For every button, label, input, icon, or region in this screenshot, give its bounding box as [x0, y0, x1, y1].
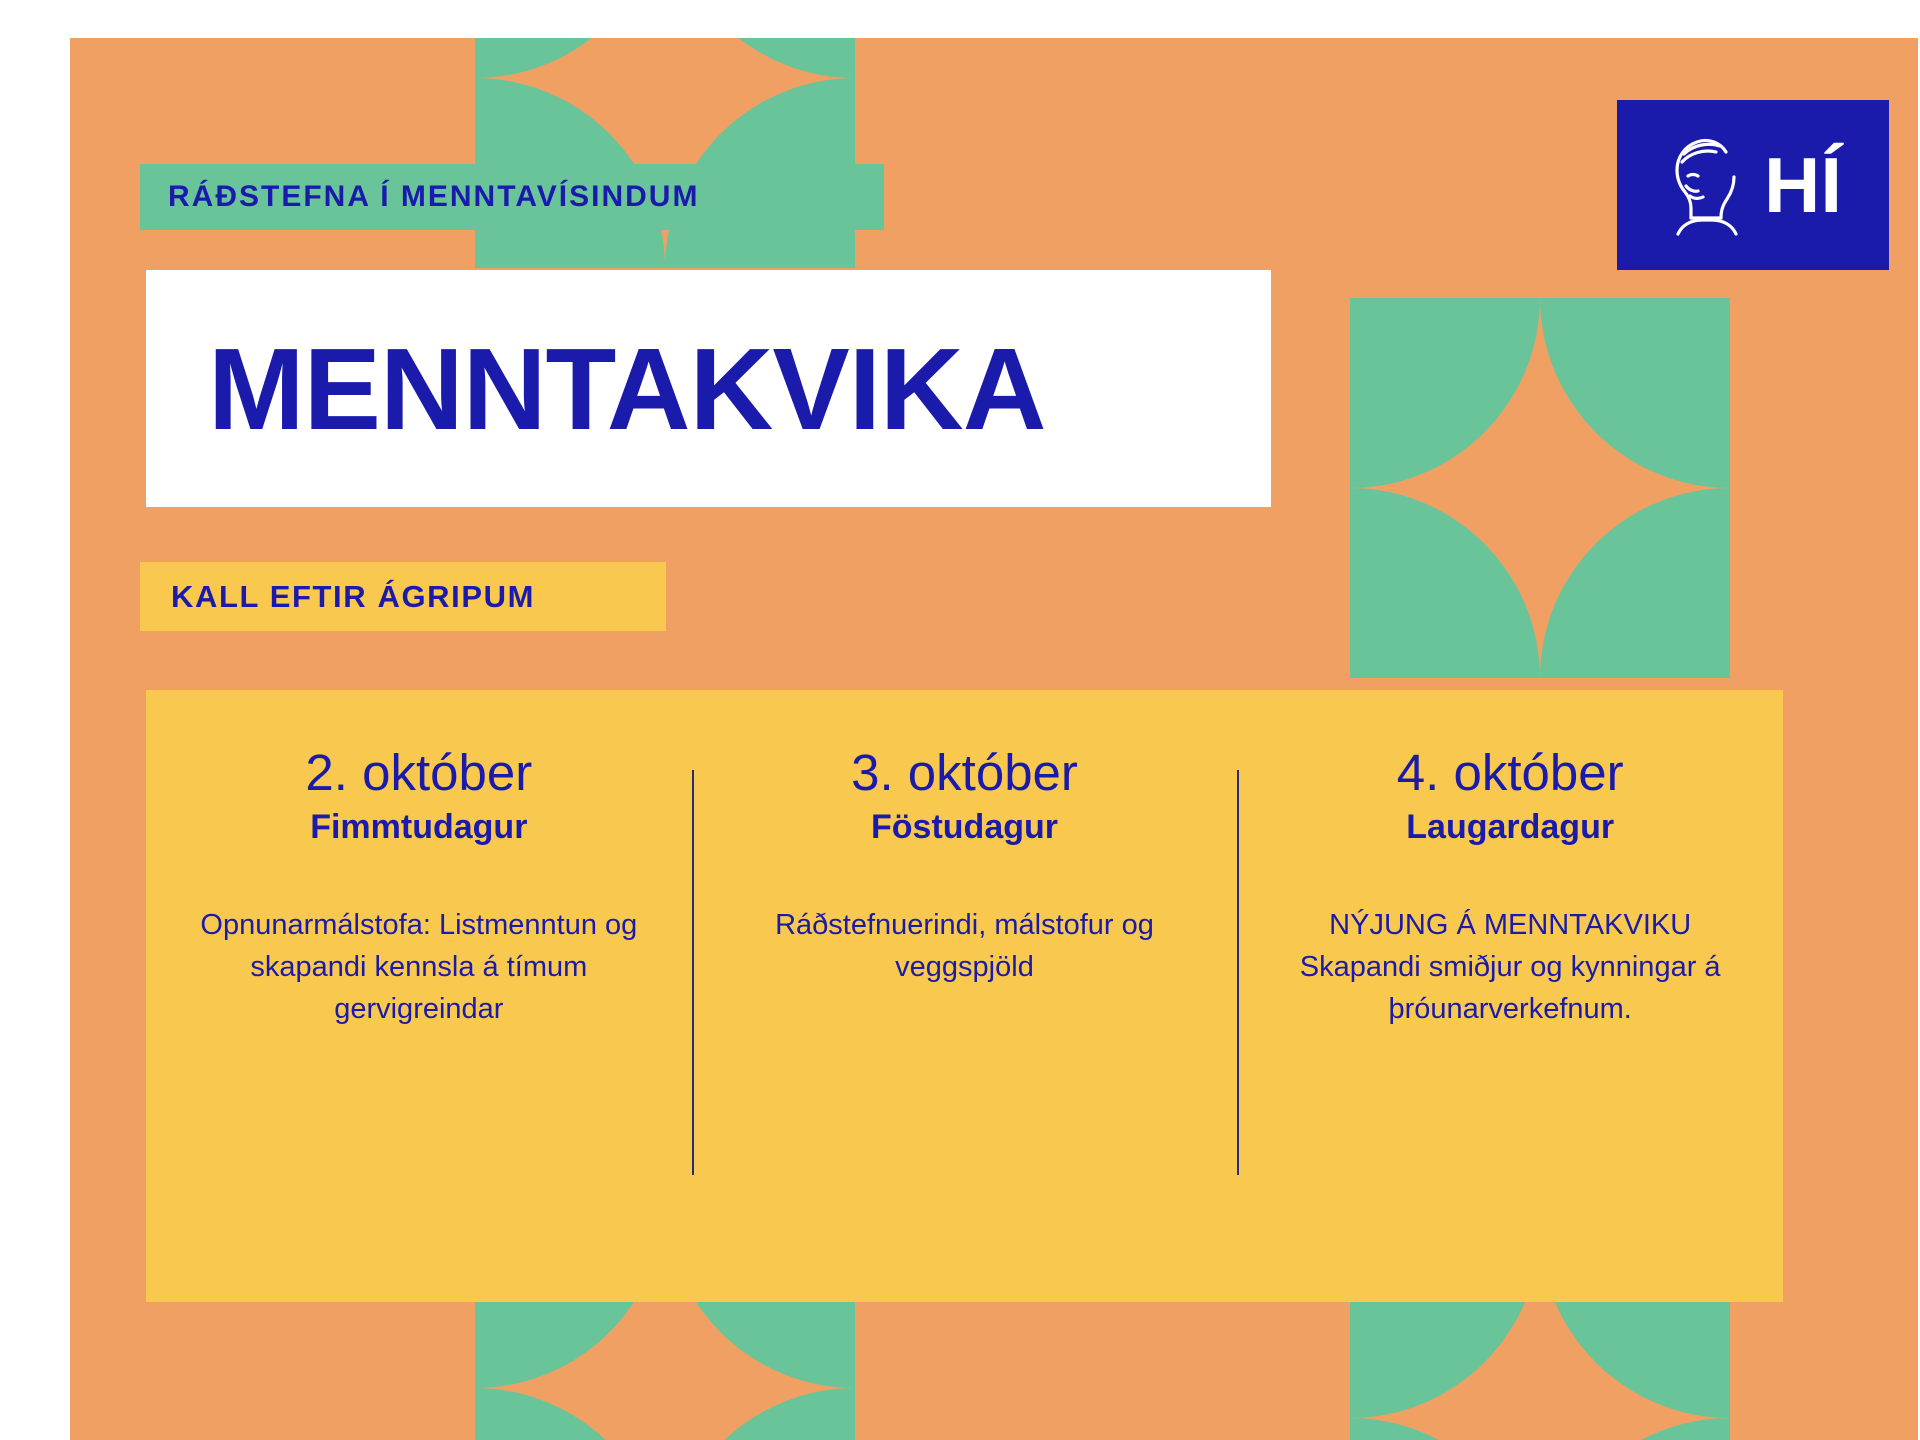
- schedule-day-3: [1237, 690, 1783, 1302]
- day-description: Ráðstefnuerindi, málstofur og veggspjöld: [775, 908, 1154, 983]
- schedule-day-2: [692, 690, 1238, 1302]
- day-weekday: Laugardagur: [1406, 808, 1615, 847]
- university-of-iceland-saemundur-icon: [1664, 130, 1750, 240]
- university-logo: [1617, 100, 1889, 270]
- day-description: NÝJUNG Á MENNTAKVIKU Skapandi smiðjur og kynningar á þróunarverkefnum.: [1299, 908, 1721, 1025]
- day-weekday: Föstudagur: [871, 808, 1058, 847]
- conference-kicker: RÁÐSTEFNA Í MENNTAVÍSINDUM: [140, 164, 884, 230]
- four-point-star-icon: [1350, 298, 1730, 678]
- day-date: 4. október: [1396, 744, 1624, 801]
- schedule-columns: [146, 690, 1783, 1302]
- page-title: MENNTAKVIKA: [208, 323, 1046, 454]
- schedule-panel: [146, 690, 1783, 1302]
- schedule-day-1: [146, 690, 692, 1302]
- title-box: [146, 270, 1271, 507]
- day-date: 3. október: [851, 744, 1078, 801]
- day-date: 2. október: [305, 744, 533, 801]
- four-point-star-icon: [475, 38, 855, 268]
- day-weekday: Fimmtudagur: [310, 808, 528, 847]
- day-description: Opnunarmálstofa: Listmenntun og skapandi kennsla á tímum gervigreindar: [200, 908, 638, 1025]
- logo-text: HÍ: [1764, 141, 1842, 229]
- call-for-abstracts-banner: KALL EFTIR ÁGRIPUM: [140, 562, 666, 631]
